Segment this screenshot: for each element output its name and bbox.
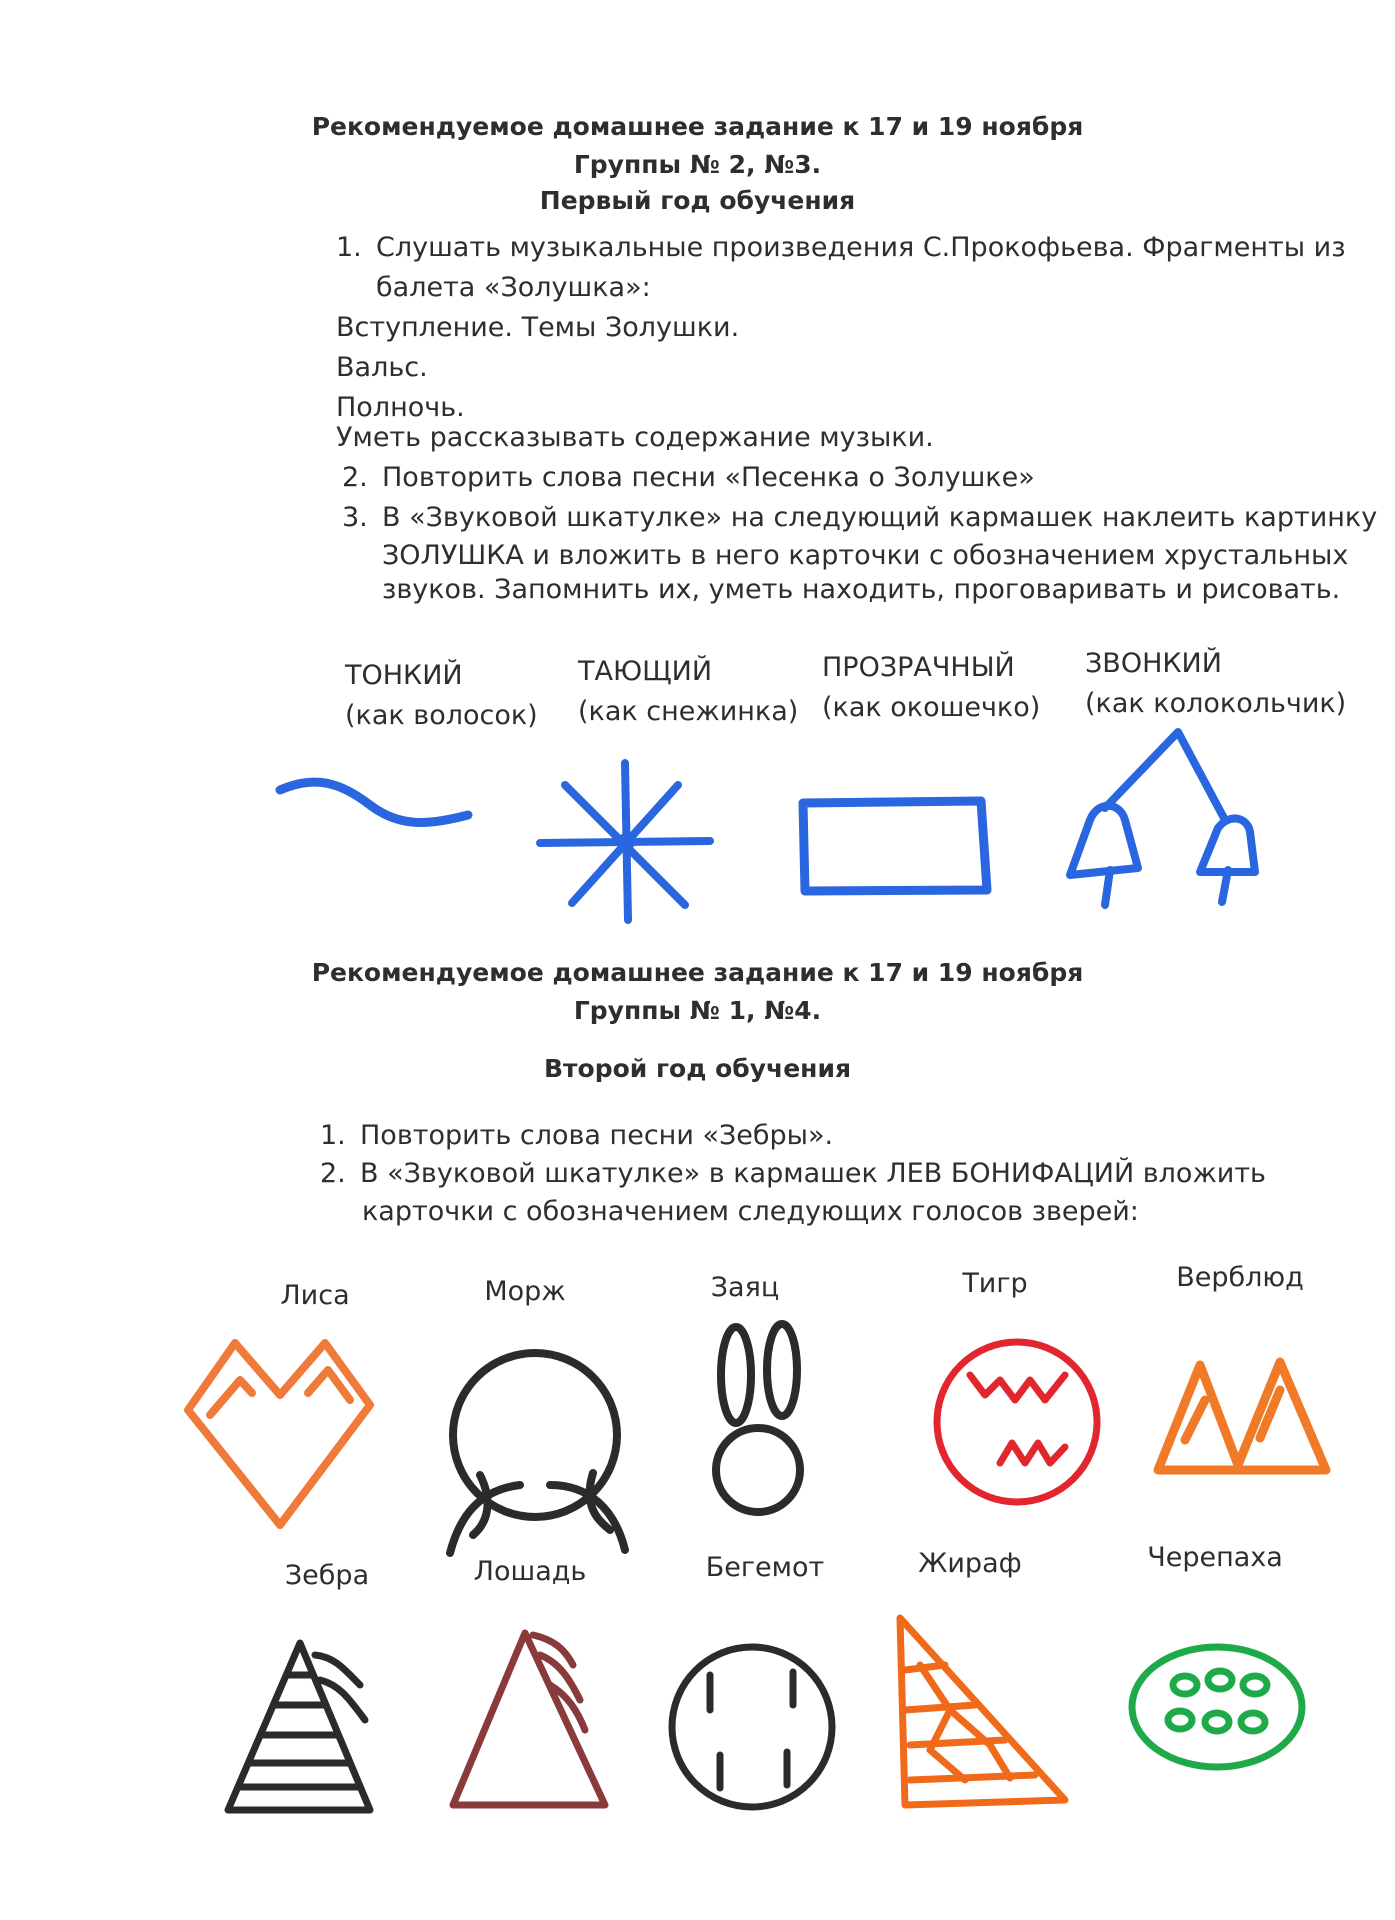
section2-groups: Группы № 1, №4. <box>573 996 822 1025</box>
walrus-circle-icon <box>425 1345 645 1560</box>
animal-label-fox: Лиса <box>280 1280 350 1311</box>
section1-groups: Группы № 2, №3. <box>573 150 822 179</box>
animal-label-turtle: Черепаха <box>1147 1542 1283 1573</box>
item-number: 1. <box>336 232 362 263</box>
item-text: Слушать музыкальные произведения С.Прокофьева. Фрагменты из <box>376 232 1346 263</box>
hippo-circle-icon <box>665 1640 840 1815</box>
item-text: Повторить слова песни «Песенка о Золушке» <box>382 462 1035 493</box>
section1-item1-cont: балета «Золушка»: <box>376 272 651 303</box>
section2-item2 <box>320 1158 1266 1189</box>
animal-label-hippo: Бегемот <box>705 1552 825 1583</box>
window-rectangle-icon <box>795 795 995 900</box>
item-number: 3. <box>342 502 368 533</box>
giraffe-triangle-icon <box>890 1610 1075 1815</box>
section2-year: Второй год обучения <box>543 1054 852 1083</box>
intro-line: Вступление. Темы Золушки. <box>336 312 740 343</box>
sound-name-ringing: ЗВОНКИЙ <box>1085 648 1222 679</box>
section1-item2 <box>342 462 1035 493</box>
waltz-line: Вальс. <box>336 352 428 383</box>
item-text: В «Звуковой шкатулке» на следующий кармашек наклеить картинку <box>382 502 1378 533</box>
animal-label-hare: Заяц <box>710 1272 780 1303</box>
retell-line: Уметь рассказывать содержание музыки. <box>336 422 934 453</box>
animal-label-walrus: Морж <box>484 1276 566 1307</box>
animal-label-giraffe: Жираф <box>918 1548 1022 1579</box>
wave-icon <box>270 770 480 850</box>
fox-heart-icon <box>180 1335 380 1530</box>
section1-year: Первый год обучения <box>539 186 856 215</box>
animal-label-horse: Лошадь <box>473 1556 587 1587</box>
turtle-oval-icon <box>1125 1640 1310 1775</box>
bells-icon <box>1050 720 1260 920</box>
sound-desc-transparent: (как окошечко) <box>822 692 1041 723</box>
sound-name-thin: ТОНКИЙ <box>345 660 463 691</box>
snowflake-icon <box>530 755 720 930</box>
section2-heading: Рекомендуемое домашнее задание к 17 и 19 ноября <box>311 958 1084 987</box>
item-number: 2. <box>320 1158 346 1189</box>
sound-name-melting: ТАЮЩИЙ <box>578 656 713 687</box>
section1-item3-cont2: звуков. Запомнить их, уметь находить, проговаривать и рисовать. <box>382 574 1341 605</box>
section1-item1 <box>336 232 1346 263</box>
hare-ears-icon <box>700 1320 820 1530</box>
section2-item1 <box>320 1120 833 1151</box>
section1-heading: Рекомендуемое домашнее задание к 17 и 19 ноября <box>311 112 1084 141</box>
section1-item3 <box>342 502 1377 533</box>
item-text: В «Звуковой шкатулке» в кармашек ЛЕВ БОНИФАЦИЙ вложить <box>360 1158 1266 1189</box>
item-number: 1. <box>320 1120 346 1151</box>
sound-name-transparent: ПРОЗРАЧНЫЙ <box>822 652 1015 683</box>
item-number: 2. <box>342 462 368 493</box>
section1-item3-cont1: ЗОЛУШКА и вложить в него карточки с обозначением хрустальных <box>382 540 1349 571</box>
camel-humps-icon <box>1150 1350 1335 1480</box>
animal-label-camel: Верблюд <box>1176 1262 1304 1293</box>
animal-label-zebra: Зебра <box>284 1560 370 1591</box>
sound-desc-thin: (как волосок) <box>345 700 538 731</box>
tiger-circle-icon <box>930 1335 1105 1510</box>
section2-item2-cont: карточки с обозначением следующих голосов зверей: <box>362 1196 1139 1227</box>
midnight-line: Полночь. <box>336 392 465 423</box>
sound-desc-ringing: (как колокольчик) <box>1085 688 1347 719</box>
item-text: Повторить слова песни «Зебры». <box>360 1120 834 1151</box>
animal-label-tiger: Тигр <box>962 1268 1028 1299</box>
horse-triangle-icon <box>445 1625 615 1815</box>
zebra-striped-triangle-icon <box>220 1635 380 1820</box>
sound-desc-melting: (как снежинка) <box>578 696 799 727</box>
